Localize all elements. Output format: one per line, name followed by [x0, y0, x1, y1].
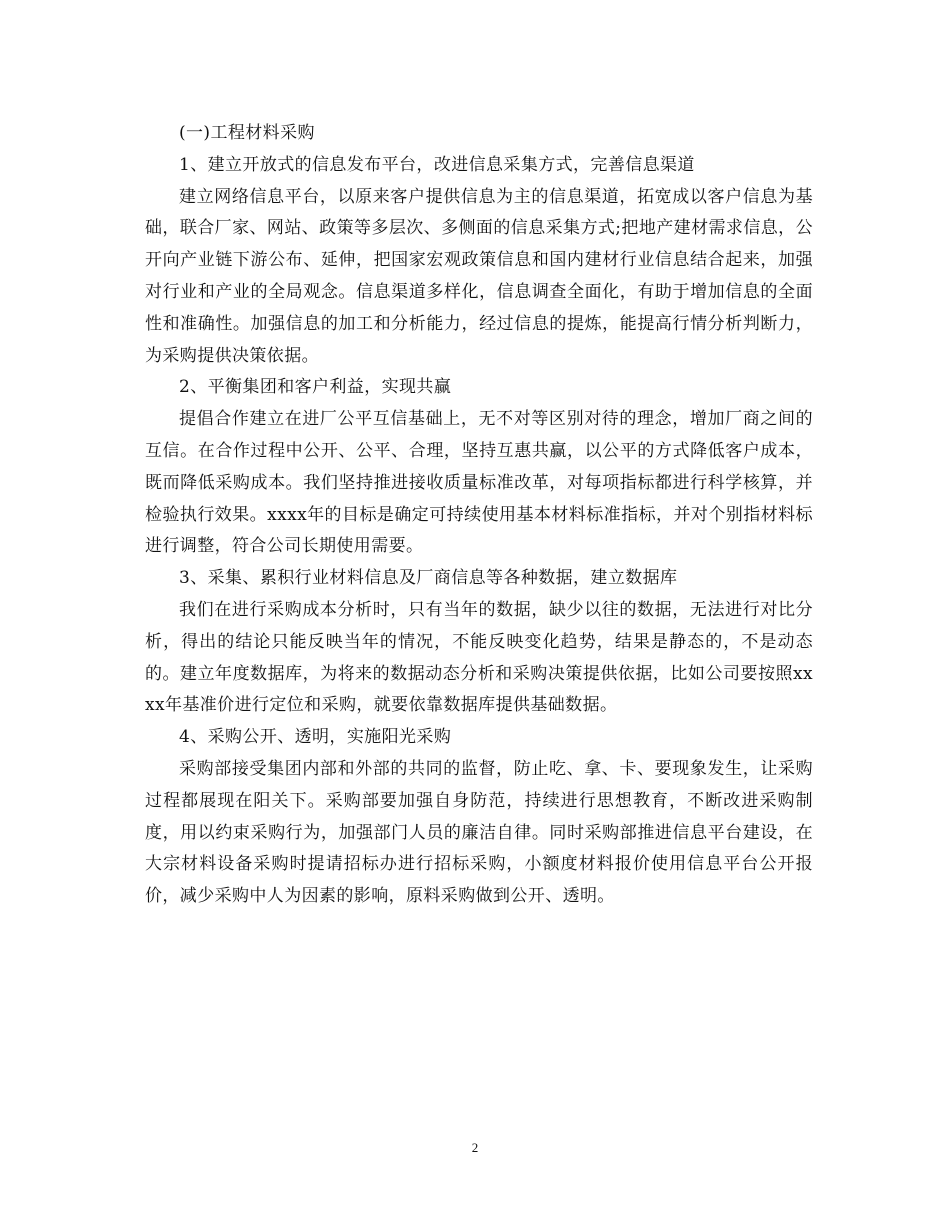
paragraph-3: 我们在进行采购成本分析时，只有当年的数据，缺少以往的数据，无法进行对比分析，得出的结论只能反映当年的情况，不能反映变化趋势，结果是静态的，不是动态的。建立年度数据库，为将来的数据动态分析和采购决策提供依据，比如公司要按照xxxx年基准价进行定位和采购，就要依靠数据库提供基础数据。	[145, 599, 813, 716]
paragraph-4: 采购部接受集团内部和外部的共同的监督，防止吃、拿、卡、要现象发生，让采购过程都展现在阳关下。采购部要加强自身防范，持续进行思想教育，不断改进采购制度，用以约束采购行为，加强部门人员的廉洁自律。同时采购部推进信息平台建设，在大宗材料设备采购时提请招标办进行招标采购，小额度材料报价使用信息平台公开报价，减少采购中人为因素的影响，原料采购做到公开、透明。	[145, 758, 813, 907]
paragraph-2: 提倡合作建立在进厂公平互信基础上，无不对等区别对待的理念，增加厂商之间的互信。在合作过程中公开、公平、合理，坚持互惠共赢，以公平的方式降低客户成本，既而降低采购成本。我们坚持推进接收质量标准改革，对每项指标都进行科学核算，并检验执行效果。xxxx年的目标是确定可持续使用基本材料标准指标，并对个别指材料标进行调整，符合公司长期使用需要。	[145, 409, 813, 557]
subsection-heading-3: 3、采集、累积行业材料信息及厂商信息等各种数据，建立数据库	[179, 568, 678, 589]
subsection-heading-4: 4、采购公开、透明，实施阳光采购	[179, 727, 452, 748]
section-title: (一)工程材料采购	[179, 123, 315, 143]
document-body	[145, 118, 813, 913]
subsection-heading-2: 2、平衡集团和客户利益，实现共赢	[179, 377, 452, 398]
subsection-heading-1: 1、建立开放式的信息发布平台，改进信息采集方式，完善信息渠道	[179, 154, 695, 175]
page-number: 2	[471, 1140, 479, 1155]
paragraph-1: 建立网络信息平台，以原来客户提供信息为主的信息渠道，拓宽成以客户信息为基础，联合厂家、网站、政策等多层次、多侧面的信息采集方式;把地产建材需求信息，公开向产业链下游公布、延伸，把国家宏观政策信息和国内建材行业信息结合起来，加强对行业和产业的全局观念。信息渠道多样化，信息调查全面化，有助于增加信息的全面性和准确性。加强信息的加工和分析能力，经过信息的提炼，能提高行情分析判断力，为采购提供决策依据。	[145, 186, 813, 366]
